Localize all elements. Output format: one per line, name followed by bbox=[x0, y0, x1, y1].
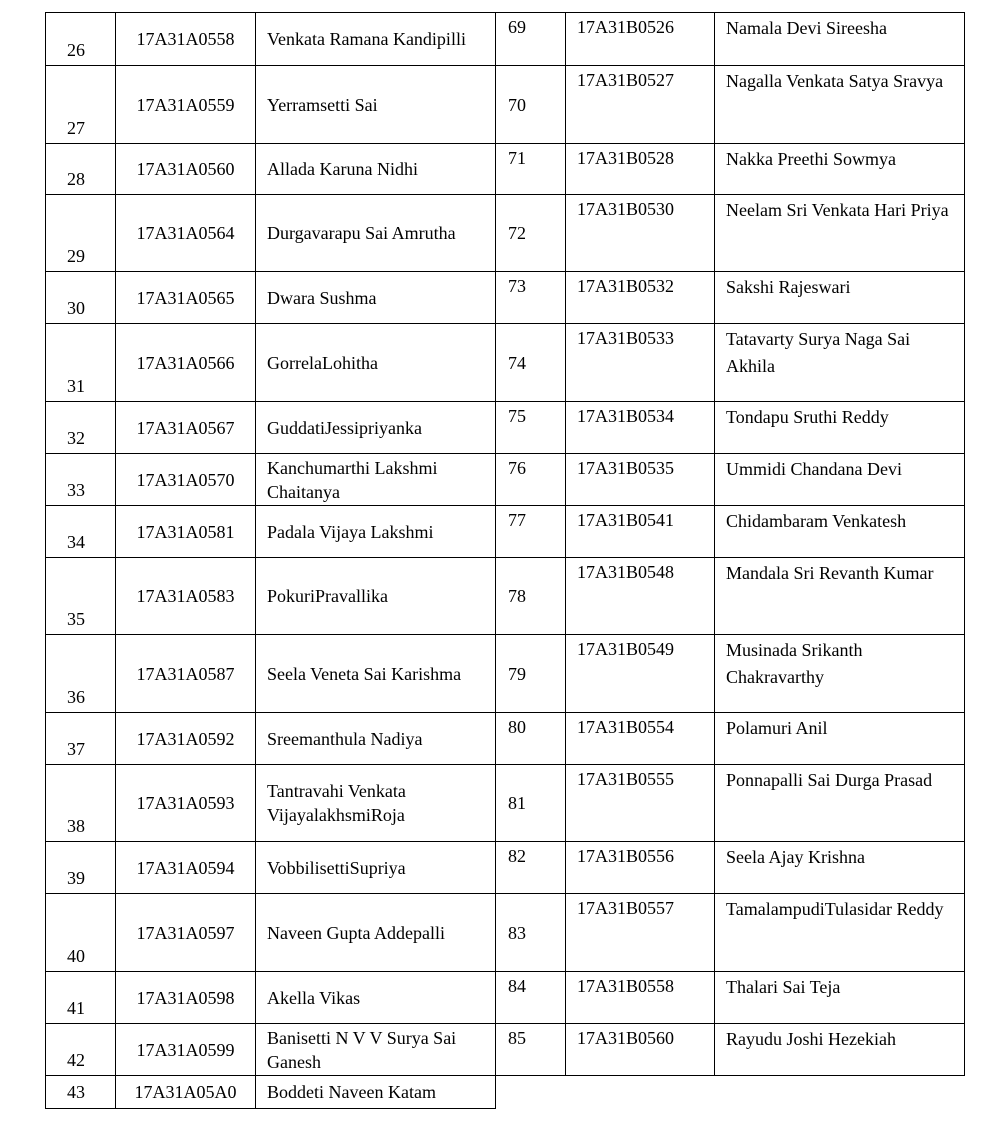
table-row bbox=[496, 972, 965, 1024]
table-row bbox=[496, 13, 965, 66]
student-name: Allada Karuna Nidhi bbox=[256, 144, 496, 195]
table-row bbox=[46, 402, 496, 454]
student-name: Tondapu Sruthi Reddy bbox=[715, 402, 965, 454]
student-name: Nakka Preethi Sowmya bbox=[715, 144, 965, 195]
roll-number: 17A31A0583 bbox=[116, 558, 256, 635]
student-name: Yerramsetti Sai bbox=[256, 66, 496, 144]
serial-number: 78 bbox=[496, 558, 566, 635]
serial-number: 81 bbox=[496, 765, 566, 842]
roll-number: 17A31B0549 bbox=[566, 635, 715, 713]
serial-number: 32 bbox=[46, 402, 116, 454]
student-name: Seela Ajay Krishna bbox=[715, 842, 965, 894]
serial-number: 33 bbox=[46, 454, 116, 506]
student-name: PokuriPravallika bbox=[256, 558, 496, 635]
table-row bbox=[46, 13, 496, 66]
student-name: TamalampudiTulasidar Reddy bbox=[715, 894, 965, 972]
roll-number: 17A31A0594 bbox=[116, 842, 256, 894]
student-name: Venkata Ramana Kandipilli bbox=[256, 13, 496, 66]
table-row bbox=[46, 842, 496, 894]
roll-number: 17A31A0598 bbox=[116, 972, 256, 1024]
student-name: Boddeti Naveen Katam bbox=[256, 1076, 496, 1109]
serial-number: 74 bbox=[496, 324, 566, 402]
serial-number: 34 bbox=[46, 506, 116, 558]
student-name: Sakshi Rajeswari bbox=[715, 272, 965, 324]
roll-number: 17A31A0587 bbox=[116, 635, 256, 713]
table-row bbox=[496, 402, 965, 454]
serial-number: 29 bbox=[46, 195, 116, 272]
student-name: Banisetti N V V Surya Sai Ganesh bbox=[256, 1024, 496, 1076]
roll-number: 17A31B0558 bbox=[566, 972, 715, 1024]
student-name: Padala Vijaya Lakshmi bbox=[256, 506, 496, 558]
roll-number: 17A31A0559 bbox=[116, 66, 256, 144]
student-name: GorrelaLohitha bbox=[256, 324, 496, 402]
roll-number: 17A31B0526 bbox=[566, 13, 715, 66]
table-row bbox=[496, 454, 965, 506]
table-row bbox=[46, 713, 496, 765]
table-row bbox=[46, 894, 496, 972]
student-table-left bbox=[45, 12, 496, 1109]
table-row bbox=[496, 1024, 965, 1076]
table-row bbox=[496, 144, 965, 195]
student-name: Nagalla Venkata Satya Sravya bbox=[715, 66, 965, 144]
table-row bbox=[46, 195, 496, 272]
roll-number: 17A31A0567 bbox=[116, 402, 256, 454]
student-name: Tantravahi Venkata VijayalakhsmiRoja bbox=[256, 765, 496, 842]
roll-number: 17A31B0557 bbox=[566, 894, 715, 972]
serial-number: 28 bbox=[46, 144, 116, 195]
table-row bbox=[496, 324, 965, 402]
serial-number: 85 bbox=[496, 1024, 566, 1076]
table-row bbox=[496, 713, 965, 765]
roll-number: 17A31A0570 bbox=[116, 454, 256, 506]
table-row bbox=[496, 66, 965, 144]
student-name: Ummidi Chandana Devi bbox=[715, 454, 965, 506]
table-row bbox=[46, 144, 496, 195]
serial-number: 75 bbox=[496, 402, 566, 454]
table-row bbox=[496, 506, 965, 558]
serial-number: 41 bbox=[46, 972, 116, 1024]
serial-number: 31 bbox=[46, 324, 116, 402]
student-name: GuddatiJessipriyanka bbox=[256, 402, 496, 454]
student-name: Dwara Sushma bbox=[256, 272, 496, 324]
roll-number: 17A31B0555 bbox=[566, 765, 715, 842]
table-row bbox=[46, 1024, 496, 1076]
table-row bbox=[46, 1076, 496, 1109]
student-name: Tatavarty Surya Naga Sai Akhila bbox=[715, 324, 965, 402]
roll-number: 17A31B0530 bbox=[566, 195, 715, 272]
serial-number: 35 bbox=[46, 558, 116, 635]
roll-number: 17A31A0593 bbox=[116, 765, 256, 842]
table-row bbox=[46, 558, 496, 635]
serial-number: 79 bbox=[496, 635, 566, 713]
table-row bbox=[496, 894, 965, 972]
serial-number: 84 bbox=[496, 972, 566, 1024]
student-name: Namala Devi Sireesha bbox=[715, 13, 965, 66]
roll-number: 17A31A0564 bbox=[116, 195, 256, 272]
roll-number: 17A31A0597 bbox=[116, 894, 256, 972]
student-name: Seela Veneta Sai Karishma bbox=[256, 635, 496, 713]
roll-number: 17A31B0554 bbox=[566, 713, 715, 765]
table-row bbox=[46, 454, 496, 506]
roll-number: 17A31B0527 bbox=[566, 66, 715, 144]
table-row bbox=[496, 195, 965, 272]
roll-number: 17A31A0581 bbox=[116, 506, 256, 558]
serial-number: 42 bbox=[46, 1024, 116, 1076]
serial-number: 82 bbox=[496, 842, 566, 894]
roll-number: 17A31B0560 bbox=[566, 1024, 715, 1076]
student-name: Akella Vikas bbox=[256, 972, 496, 1024]
roll-number: 17A31B0556 bbox=[566, 842, 715, 894]
table-row bbox=[496, 272, 965, 324]
student-name: Neelam Sri Venkata Hari Priya bbox=[715, 195, 965, 272]
serial-number: 39 bbox=[46, 842, 116, 894]
student-name: Ponnapalli Sai Durga Prasad bbox=[715, 765, 965, 842]
roll-number: 17A31A0560 bbox=[116, 144, 256, 195]
serial-number: 69 bbox=[496, 13, 566, 66]
roll-number: 17A31B0548 bbox=[566, 558, 715, 635]
student-name: Naveen Gupta Addepalli bbox=[256, 894, 496, 972]
serial-number: 37 bbox=[46, 713, 116, 765]
student-table-right bbox=[495, 12, 965, 1076]
serial-number: 30 bbox=[46, 272, 116, 324]
table-row bbox=[46, 506, 496, 558]
serial-number: 72 bbox=[496, 195, 566, 272]
serial-number: 70 bbox=[496, 66, 566, 144]
roll-number: 17A31A0565 bbox=[116, 272, 256, 324]
serial-number: 83 bbox=[496, 894, 566, 972]
serial-number: 36 bbox=[46, 635, 116, 713]
roll-number: 17A31A0592 bbox=[116, 713, 256, 765]
roll-number: 17A31B0534 bbox=[566, 402, 715, 454]
roll-number: 17A31A0566 bbox=[116, 324, 256, 402]
table-row bbox=[46, 272, 496, 324]
student-name: Chidambaram Venkatesh bbox=[715, 506, 965, 558]
student-name: Thalari Sai Teja bbox=[715, 972, 965, 1024]
table-row bbox=[46, 635, 496, 713]
table-row bbox=[46, 765, 496, 842]
table-row bbox=[46, 66, 496, 144]
roll-number: 17A31A0599 bbox=[116, 1024, 256, 1076]
roll-number: 17A31B0533 bbox=[566, 324, 715, 402]
serial-number: 43 bbox=[46, 1076, 116, 1109]
student-name: Mandala Sri Revanth Kumar bbox=[715, 558, 965, 635]
roll-number: 17A31A0558 bbox=[116, 13, 256, 66]
serial-number: 80 bbox=[496, 713, 566, 765]
table-row bbox=[46, 324, 496, 402]
serial-number: 26 bbox=[46, 13, 116, 66]
serial-number: 27 bbox=[46, 66, 116, 144]
serial-number: 76 bbox=[496, 454, 566, 506]
serial-number: 71 bbox=[496, 144, 566, 195]
serial-number: 38 bbox=[46, 765, 116, 842]
student-name: Sreemanthula Nadiya bbox=[256, 713, 496, 765]
table-row bbox=[496, 765, 965, 842]
table-row bbox=[496, 558, 965, 635]
roll-number: 17A31B0541 bbox=[566, 506, 715, 558]
roll-number: 17A31B0532 bbox=[566, 272, 715, 324]
roll-number: 17A31B0528 bbox=[566, 144, 715, 195]
student-name: Musinada Srikanth Chakravarthy bbox=[715, 635, 965, 713]
roll-number: 17A31B0535 bbox=[566, 454, 715, 506]
student-name: Kanchumarthi Lakshmi Chaitanya bbox=[256, 454, 496, 506]
serial-number: 73 bbox=[496, 272, 566, 324]
table-row bbox=[46, 972, 496, 1024]
student-name: Polamuri Anil bbox=[715, 713, 965, 765]
table-row bbox=[496, 842, 965, 894]
table-row bbox=[496, 635, 965, 713]
serial-number: 40 bbox=[46, 894, 116, 972]
student-name: VobbilisettiSupriya bbox=[256, 842, 496, 894]
student-name: Durgavarapu Sai Amrutha bbox=[256, 195, 496, 272]
serial-number: 77 bbox=[496, 506, 566, 558]
roll-number: 17A31A05A0 bbox=[116, 1076, 256, 1109]
student-name: Rayudu Joshi Hezekiah bbox=[715, 1024, 965, 1076]
